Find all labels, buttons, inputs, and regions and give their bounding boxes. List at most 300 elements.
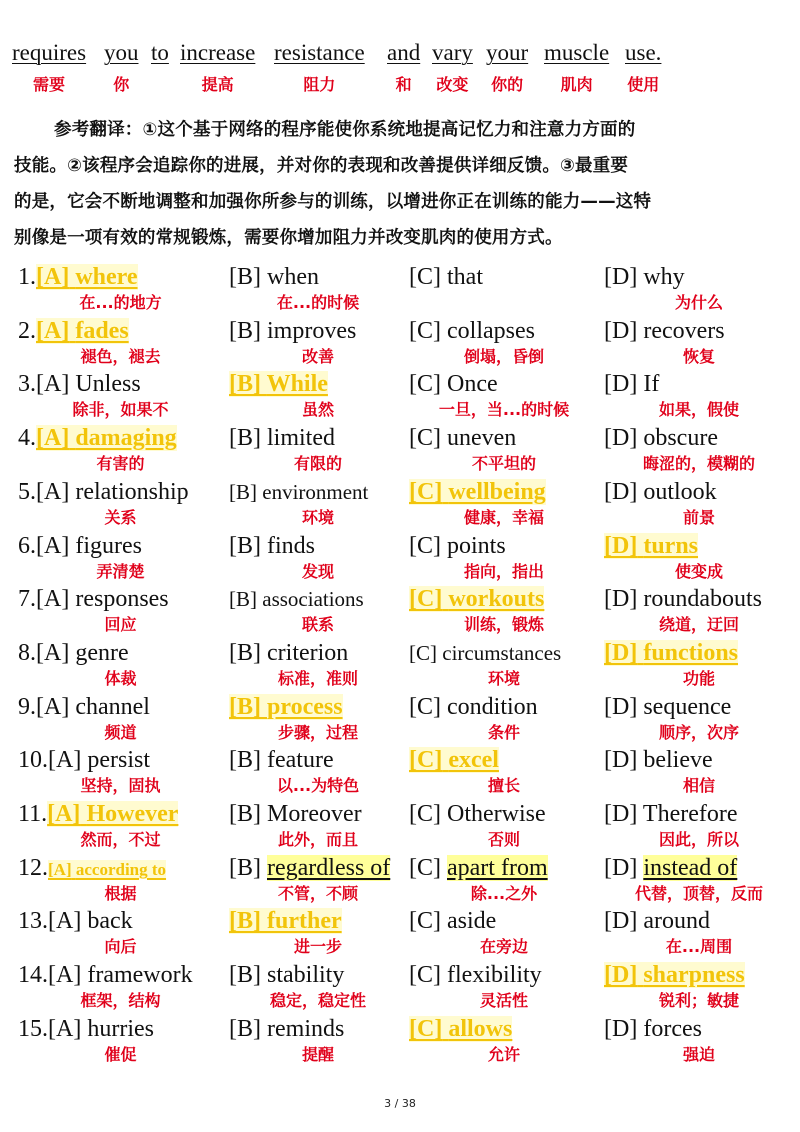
option-d [604, 638, 794, 688]
option-english [18, 799, 223, 829]
option-b [229, 906, 407, 956]
option-english [18, 853, 223, 885]
answer-highlight [47, 801, 178, 827]
option-a [18, 423, 223, 473]
gloss-chinese: 你的 [491, 75, 524, 94]
option-letter: [D] [604, 855, 638, 881]
option-b [229, 799, 407, 849]
option-chinese: 训练，锻炼 [463, 615, 544, 634]
option-word: forces [643, 1016, 702, 1042]
option-word: reminds [267, 1016, 345, 1042]
option-letter: [B] [229, 855, 261, 881]
translation-line: 技能。②该程序会追踪你的进展，并对你的表现和改善提供详细反馈。③最重要 [14, 156, 629, 176]
option-letter: [C] [409, 801, 441, 827]
option-letter: [A] [36, 479, 70, 505]
option-word: channel [75, 694, 150, 720]
option-english [409, 316, 599, 346]
option-english [409, 262, 599, 292]
option-word: around [643, 908, 710, 934]
option-c [409, 423, 599, 473]
option-letter: [D] [604, 747, 638, 773]
option-chinese: 顺序，次序 [658, 723, 739, 742]
option-word: when [267, 264, 319, 290]
option-letter: [C] [409, 479, 443, 505]
question-row [0, 531, 800, 585]
option-letter: [D] [604, 1016, 638, 1042]
option-c [409, 906, 599, 956]
option-c [409, 584, 599, 634]
option-d [604, 262, 794, 312]
option-english [229, 799, 407, 829]
translation-line: 的是，它会不断地调整和加强你所参与的训练，以增进你正在训练的能力——这特 [14, 192, 652, 212]
option-b [229, 477, 407, 527]
answer-highlight [229, 694, 343, 720]
option-english [409, 853, 599, 883]
option-english [18, 477, 223, 507]
option-english [229, 262, 407, 292]
option-letter: [D] [604, 425, 638, 451]
option-letter: [C] [409, 1016, 443, 1042]
option-letter: [D] [604, 694, 638, 720]
option-english [229, 316, 407, 346]
option-word: recovers [643, 318, 725, 344]
option-word: functions [643, 640, 739, 666]
option-letter: [B] [229, 371, 261, 397]
option-chinese: 提醒 [301, 1045, 334, 1064]
option-word: wellbeing [448, 479, 546, 505]
option-chinese: 有限的 [293, 454, 342, 473]
gloss-chinese: 和 [395, 75, 412, 94]
gloss-word [180, 40, 256, 94]
answer-highlight [36, 425, 177, 451]
option-word: why [643, 264, 685, 290]
answer-highlight [229, 908, 342, 934]
option-a [18, 799, 223, 849]
option-a [18, 369, 223, 419]
option-word: finds [267, 533, 315, 559]
option-chinese: 有害的 [96, 454, 145, 473]
option-b [229, 960, 407, 1010]
option-english [604, 960, 794, 990]
option-word: genre [75, 640, 129, 666]
option-english [229, 692, 407, 722]
question-row [0, 853, 800, 907]
option-letter: [A] [36, 264, 70, 290]
option-a [18, 584, 223, 634]
option-word: improves [267, 318, 357, 344]
option-word: figures [75, 533, 142, 559]
gloss-word [12, 40, 87, 94]
option-chinese: 否则 [487, 830, 520, 849]
option-chinese: 联系 [301, 615, 334, 634]
option-word: If [643, 371, 660, 397]
option-d [604, 316, 794, 366]
option-d [604, 960, 794, 1010]
option-chinese: 环境 [487, 669, 520, 688]
option-english [229, 477, 407, 507]
option-chinese: 不管，不顾 [277, 884, 358, 903]
question-row [0, 369, 800, 423]
option-chinese: 在...周围 [665, 937, 733, 956]
option-letter: [A] [36, 371, 70, 397]
option-chinese: 稳定，稳定性 [269, 991, 366, 1010]
option-word: aside [447, 908, 497, 934]
question-number: 5. [18, 479, 36, 505]
option-chinese: 然而，不过 [80, 830, 161, 849]
sentence-gloss [12, 40, 788, 100]
option-word: relationship [75, 479, 189, 505]
option-letter: [B] [229, 747, 261, 773]
option-english [409, 1014, 599, 1044]
option-english [229, 853, 407, 883]
option-letter: [D] [604, 371, 638, 397]
option-chinese: 前景 [682, 508, 715, 527]
question-row [0, 799, 800, 853]
option-letter: [A] [48, 747, 82, 773]
answer-highlight [36, 264, 138, 290]
answer-highlight [229, 371, 328, 397]
gloss-english: requires [12, 40, 87, 65]
option-english [409, 692, 599, 722]
option-word: limited [267, 425, 335, 451]
option-english [18, 692, 223, 722]
option-a [18, 692, 223, 742]
option-d [604, 369, 794, 419]
option-d [604, 745, 794, 795]
option-english [409, 638, 599, 668]
option-letter: [B] [229, 425, 261, 451]
option-a [18, 745, 223, 795]
gloss-english: vary [432, 40, 473, 65]
answer-highlight [409, 586, 544, 612]
option-letter: [A] [36, 640, 70, 666]
option-chinese: 发现 [301, 562, 334, 581]
option-chinese: 环境 [301, 508, 334, 527]
question-row [0, 316, 800, 370]
option-english [604, 316, 794, 346]
option-word: apart from [447, 855, 548, 881]
option-english [409, 799, 599, 829]
option-letter: [C] [409, 747, 443, 773]
option-english [604, 799, 794, 829]
option-a [18, 316, 223, 366]
option-letter: [B] [229, 318, 261, 344]
gloss-english: your [486, 40, 529, 65]
option-a [18, 477, 223, 527]
answer-highlight [409, 479, 546, 505]
gloss-english: and [387, 40, 421, 65]
option-letter: [D] [604, 318, 638, 344]
option-word: criterion [267, 640, 349, 666]
option-letter: [D] [604, 264, 638, 290]
option-letter: [A] [36, 425, 70, 451]
gloss-chinese: 改变 [436, 75, 469, 94]
option-english [409, 477, 599, 507]
option-chinese: 标准，准则 [277, 669, 358, 688]
option-chinese: 因此，所以 [658, 830, 739, 849]
option-c [409, 960, 599, 1010]
option-c [409, 369, 599, 419]
option-letter: [B] [229, 264, 261, 290]
question-number: 12. [18, 855, 48, 881]
question-row [0, 1014, 800, 1068]
option-english [18, 423, 223, 453]
option-b [229, 316, 407, 366]
option-d [604, 477, 794, 527]
option-c [409, 853, 599, 903]
option-word: regardless of [267, 855, 391, 881]
gloss-english: you [104, 40, 139, 65]
option-english [229, 531, 407, 561]
answer-highlight [36, 318, 129, 344]
option-english [229, 423, 407, 453]
question-number: 10. [18, 747, 48, 773]
option-b [229, 1014, 407, 1064]
gloss-chinese: 肌肉 [560, 75, 593, 94]
option-english [604, 638, 794, 668]
option-word: excel [448, 747, 499, 773]
option-letter: [B] [229, 694, 261, 720]
option-chinese: 功能 [682, 669, 715, 688]
option-c [409, 531, 599, 581]
option-english [18, 638, 223, 668]
option-chinese: 根据 [104, 884, 137, 903]
option-b [229, 423, 407, 473]
gloss-english: increase [180, 40, 256, 65]
option-english [18, 262, 223, 292]
option-chinese: 如果，假使 [658, 400, 739, 419]
option-chinese: 除...之外 [470, 884, 538, 903]
option-chinese: 晦涩的，模糊的 [642, 454, 755, 473]
gloss-word [625, 40, 662, 94]
option-chinese: 以...为特色 [276, 776, 360, 795]
option-chinese: 条件 [487, 723, 520, 742]
option-english [18, 531, 223, 561]
question-number: 11. [18, 801, 48, 827]
option-b [229, 584, 407, 634]
option-letter: [C] [409, 694, 441, 720]
option-letter: [A] [48, 860, 72, 879]
option-english [409, 960, 599, 990]
option-english [604, 692, 794, 722]
option-letter: [B] [229, 801, 261, 827]
option-letter: [B] [229, 480, 257, 504]
option-letter: [C] [409, 855, 441, 881]
option-letter: [D] [604, 908, 638, 934]
option-letter: [C] [409, 371, 441, 397]
gloss-word [432, 40, 473, 94]
page-number: 3 / 38 [384, 1097, 416, 1110]
option-english [229, 745, 407, 775]
option-letter: [C] [409, 908, 441, 934]
option-d [604, 423, 794, 473]
gloss-word [544, 40, 610, 94]
option-chinese: 允许 [487, 1045, 520, 1064]
option-letter: [D] [604, 640, 638, 666]
option-letter: [B] [229, 587, 257, 611]
option-chinese: 代替，顶替，反而 [634, 884, 763, 903]
option-chinese: 频道 [104, 723, 137, 742]
gloss-word [387, 40, 421, 94]
option-chinese: 健康，幸福 [463, 508, 544, 527]
option-chinese: 关系 [104, 508, 137, 527]
option-b [229, 692, 407, 742]
option-d [604, 799, 794, 849]
option-chinese: 恢复 [682, 347, 715, 366]
question-row [0, 477, 800, 531]
option-word: workouts [448, 586, 545, 612]
option-letter: [A] [47, 801, 81, 827]
option-english [229, 638, 407, 668]
option-english [604, 906, 794, 936]
option-word: Once [447, 371, 498, 397]
option-word: condition [447, 694, 538, 720]
gloss-chinese: 阻力 [303, 75, 336, 94]
question-row [0, 745, 800, 799]
option-letter: [B] [229, 1016, 261, 1042]
option-chinese: 除非，如果不 [72, 400, 169, 419]
translation-line: 参考翻译：①这个基于网络的程序能使你系统地提高记忆力和注意力方面的 [54, 120, 636, 140]
option-english [409, 369, 599, 399]
option-a [18, 853, 223, 903]
option-chinese: 在...的时候 [276, 293, 360, 312]
option-letter: [A] [36, 694, 70, 720]
option-c [409, 799, 599, 849]
option-word: where [75, 264, 138, 290]
option-word: stability [267, 962, 345, 988]
option-chinese: 指向，指出 [463, 562, 544, 581]
option-english [604, 262, 794, 292]
option-word: collapses [447, 318, 535, 344]
option-english [18, 1014, 223, 1044]
option-chinese: 强迫 [682, 1045, 715, 1064]
option-word: Therefore [642, 801, 738, 827]
option-english [409, 906, 599, 936]
option-chinese: 向后 [104, 937, 137, 956]
option-word: turns [643, 533, 699, 559]
option-word: points [447, 533, 506, 559]
question-number: 7. [18, 586, 36, 612]
option-english [18, 906, 223, 936]
option-chinese: 催促 [104, 1045, 137, 1064]
gloss-word [104, 40, 139, 94]
question-number: 13. [18, 908, 48, 934]
option-english [604, 423, 794, 453]
option-english [604, 531, 794, 561]
option-c [409, 262, 599, 292]
option-word: hurries [87, 1016, 154, 1042]
option-word: sharpness [643, 962, 745, 988]
option-d [604, 906, 794, 956]
option-english [604, 477, 794, 507]
option-word: uneven [447, 425, 517, 451]
option-word: circumstances [442, 641, 562, 665]
option-english [18, 369, 223, 399]
option-chinese: 为什么 [674, 293, 723, 312]
option-c [409, 477, 599, 527]
option-d [604, 692, 794, 742]
option-english [604, 584, 794, 614]
gloss-chinese: 提高 [201, 75, 234, 94]
gloss-english: to [151, 40, 169, 65]
option-english [409, 531, 599, 561]
option-word: further [267, 908, 342, 934]
option-english [229, 584, 407, 614]
translation-line: 别像是一项有效的常规锻炼，需要你增加阻力并改变肌肉的使用方式。 [14, 228, 563, 248]
option-word: While [266, 371, 328, 397]
option-word: instead of [643, 855, 738, 881]
option-word: responses [75, 586, 169, 612]
option-c [409, 638, 599, 688]
option-chinese: 步骤，过程 [277, 723, 358, 742]
option-d [604, 584, 794, 634]
option-chinese: 在旁边 [479, 937, 528, 956]
option-chinese: 一旦，当...的时候 [438, 400, 570, 419]
option-word: allows [448, 1016, 513, 1042]
option-letter: [B] [229, 962, 261, 988]
option-chinese: 褪色，褪去 [80, 347, 161, 366]
option-english [229, 906, 407, 936]
option-word: fades [75, 318, 129, 344]
option-chinese: 不平坦的 [471, 454, 536, 473]
option-english [229, 960, 407, 990]
option-letter: [C] [409, 425, 441, 451]
option-letter: [A] [48, 1016, 82, 1042]
option-word: feature [267, 747, 334, 773]
option-word: damaging [75, 425, 177, 451]
option-chinese: 弄清楚 [96, 562, 145, 581]
option-b [229, 638, 407, 688]
option-c [409, 745, 599, 795]
option-d [604, 1014, 794, 1064]
option-b [229, 262, 407, 312]
option-chinese: 擅长 [487, 776, 520, 795]
option-word: persist [87, 747, 150, 773]
option-b [229, 745, 407, 795]
option-letter: [C] [409, 641, 437, 665]
gloss-chinese: 使用 [627, 75, 660, 94]
option-word: believe [643, 747, 713, 773]
option-chinese: 坚持，固执 [80, 776, 161, 795]
option-english [229, 1014, 407, 1044]
question-number: 14. [18, 962, 48, 988]
option-english [604, 369, 794, 399]
option-chinese: 倒塌，昏倒 [463, 347, 544, 366]
option-chinese: 回应 [104, 615, 137, 634]
option-letter: [C] [409, 264, 441, 290]
answer-highlight [409, 747, 499, 773]
option-letter: [D] [604, 479, 638, 505]
option-word: framework [87, 962, 193, 988]
option-letter: [D] [604, 533, 638, 559]
option-english [604, 745, 794, 775]
option-english [409, 745, 599, 775]
option-letter: [A] [36, 586, 70, 612]
reference-translation [14, 112, 784, 256]
option-word: roundabouts [643, 586, 762, 612]
option-chinese: 改善 [301, 347, 334, 366]
option-a [18, 960, 223, 1010]
answer-highlight [48, 860, 166, 879]
option-chinese: 进一步 [293, 937, 342, 956]
option-b [229, 531, 407, 581]
option-english [409, 423, 599, 453]
question-number: 9. [18, 694, 36, 720]
gloss-english: muscle [544, 40, 610, 65]
option-letter: [B] [229, 640, 261, 666]
option-english [604, 853, 794, 883]
question-row [0, 906, 800, 960]
